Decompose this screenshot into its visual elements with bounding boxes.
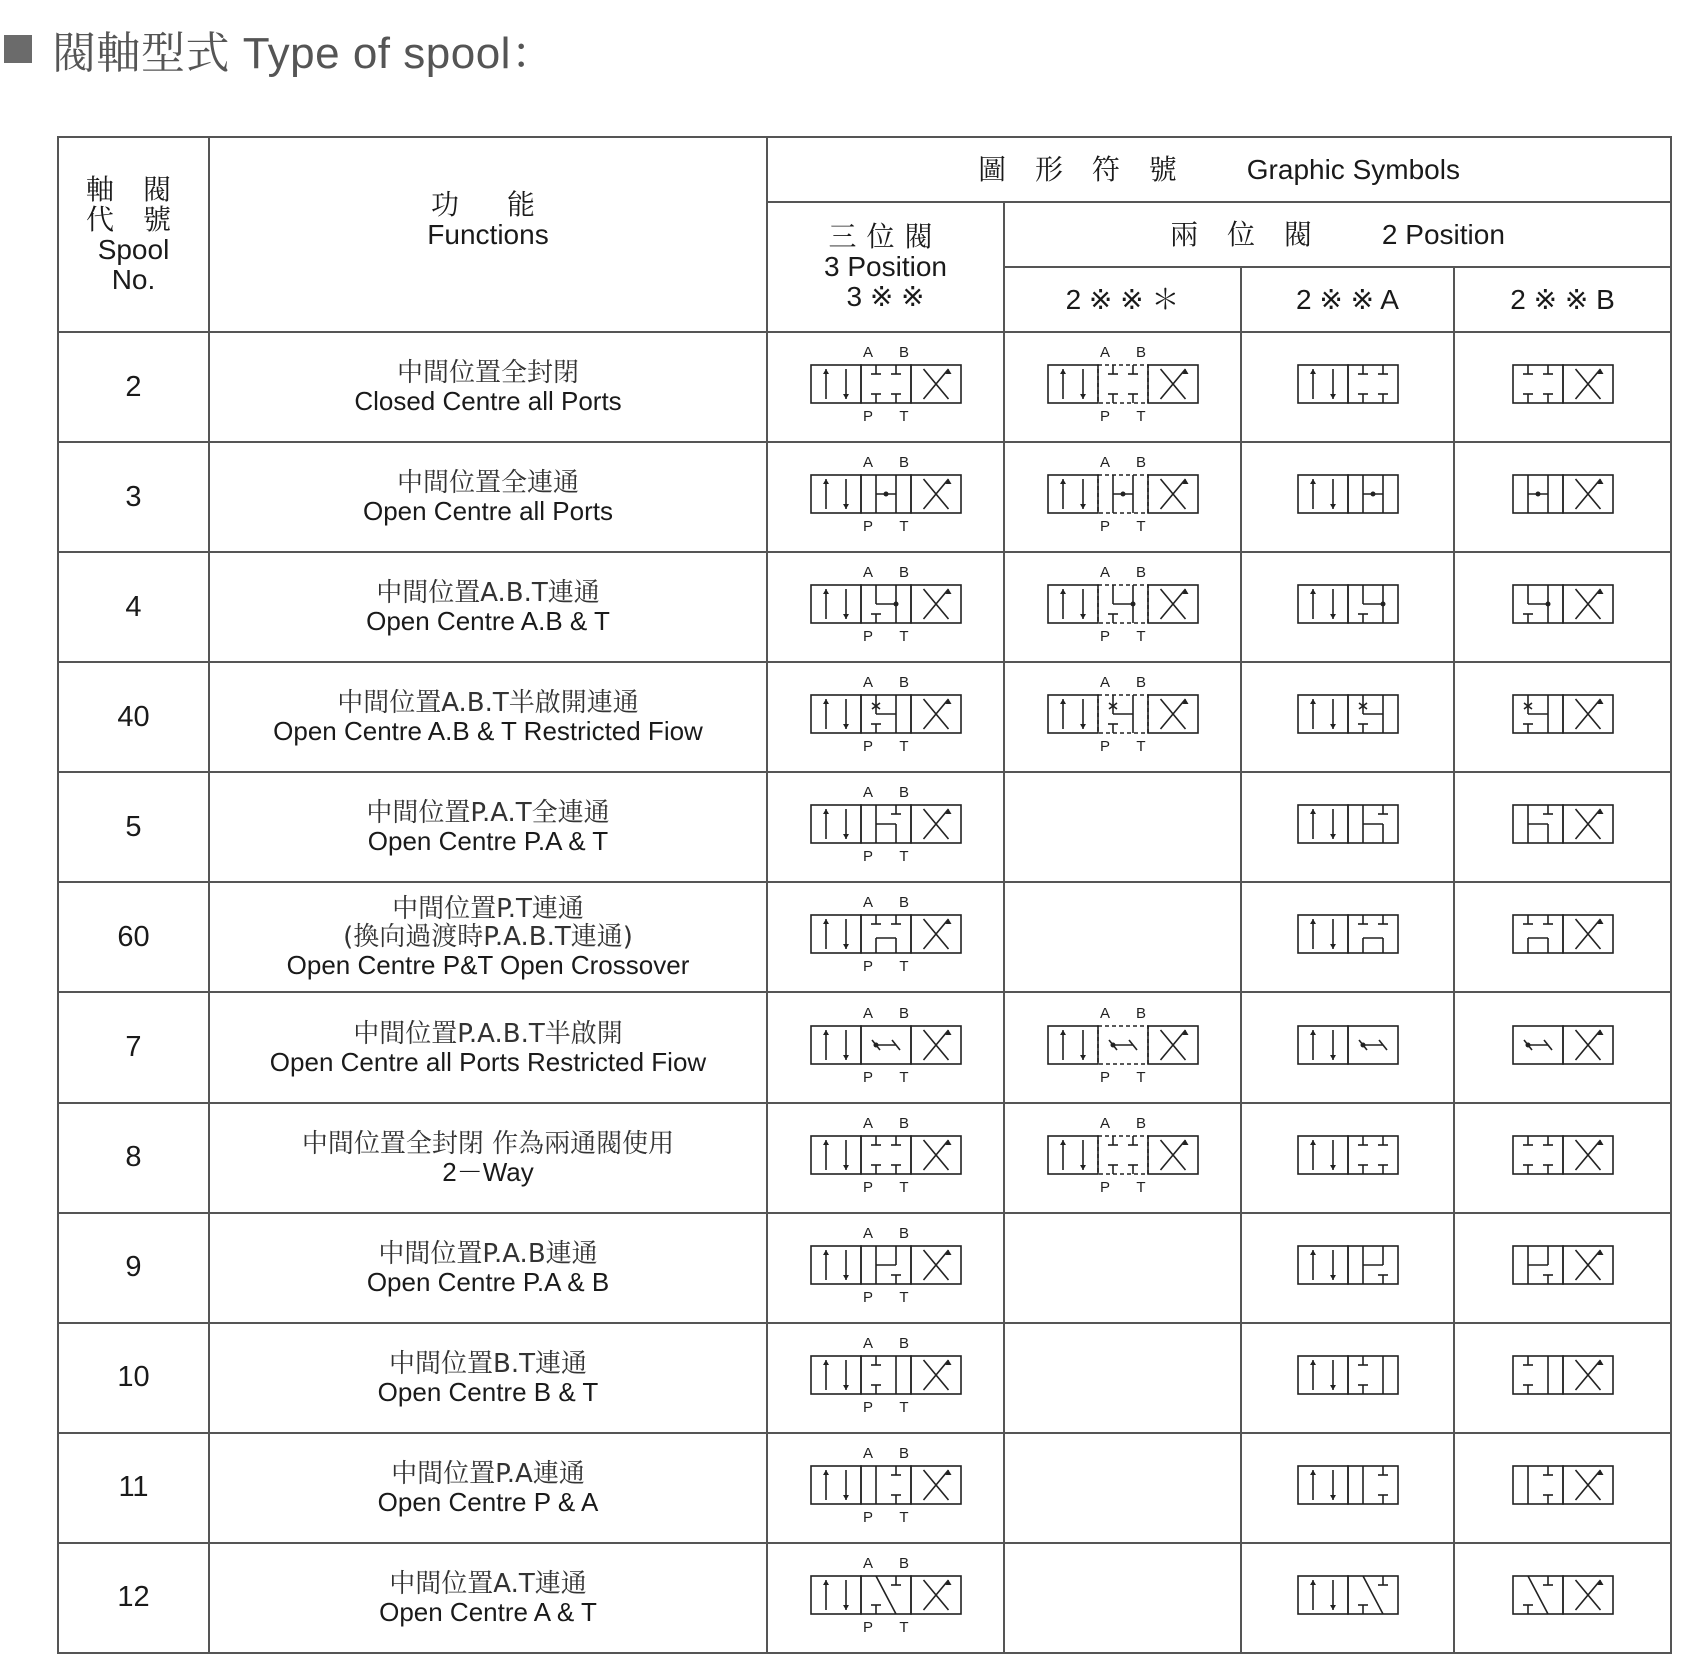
- section-heading: [0, 14, 555, 84]
- symbol-cell-3: [767, 882, 1004, 992]
- svg-text:T: T: [1135, 1068, 1146, 1086]
- symbol-cell-b: [1454, 442, 1671, 552]
- function-line: 中間位置P.A連通: [391, 1458, 585, 1489]
- symbol-cell-3: [767, 332, 1004, 442]
- valve-symbol-icon: [1463, 1332, 1663, 1424]
- header-2xx-star: 2 ※ ※ ＊: [1004, 267, 1241, 332]
- svg-text:P: P: [862, 738, 873, 756]
- table-row: [58, 662, 1671, 772]
- valve-symbol-icon: [1248, 341, 1448, 433]
- function-line: Open Centre A.B & T: [366, 606, 610, 637]
- svg-text:P: P: [1099, 1178, 1110, 1196]
- symbol-cell-a: [1241, 772, 1454, 882]
- svg-text:T: T: [898, 1178, 909, 1196]
- valve-symbol-icon: [786, 1552, 986, 1644]
- valve-symbol-icon: [1463, 341, 1663, 433]
- header-three-position: 三位閥 3 Position 3 ※ ※: [767, 202, 1004, 332]
- header-2xx-b: 2 ※ ※ B: [1454, 267, 1671, 332]
- svg-text:P: P: [1099, 518, 1110, 536]
- spool-number: 2: [58, 332, 209, 442]
- section-title: 閥軸型式 Type of spool：: [52, 29, 556, 78]
- symbol-cell-a: [1241, 1323, 1454, 1433]
- header-graphic-symbols: 圖 形 符 號 Graphic Symbols: [767, 137, 1671, 202]
- function-line: Open Centre P.A & T: [367, 826, 609, 857]
- svg-text:A: A: [1099, 674, 1110, 692]
- symbol-cell-2: [1004, 332, 1241, 442]
- function-line: 中間位置A.B.T連通: [376, 578, 600, 609]
- svg-text:B: B: [898, 454, 909, 472]
- valve-symbol-icon: [786, 1222, 986, 1314]
- table-row: [58, 882, 1671, 992]
- svg-text:P: P: [862, 408, 873, 426]
- svg-text:B: B: [1135, 344, 1146, 362]
- svg-text:B: B: [898, 1224, 909, 1242]
- svg-text:B: B: [898, 894, 909, 912]
- function-description: [209, 992, 767, 1102]
- valve-symbol-icon: [786, 341, 986, 433]
- svg-text:A: A: [862, 784, 873, 802]
- symbol-cell-a: [1241, 332, 1454, 442]
- valve-symbol-icon: [1463, 1112, 1663, 1204]
- svg-text:B: B: [898, 1114, 909, 1132]
- valve-symbol-icon: [786, 671, 986, 763]
- svg-text:A: A: [862, 1444, 873, 1462]
- valve-symbol-icon: [786, 1332, 986, 1424]
- valve-symbol-icon: [1023, 451, 1223, 543]
- symbol-cell-3: [767, 1323, 1004, 1433]
- symbol-cell-3: [767, 992, 1004, 1102]
- svg-text:B: B: [898, 784, 909, 802]
- svg-text:P: P: [862, 1618, 873, 1636]
- valve-symbol-icon: [1463, 561, 1663, 653]
- symbol-cell-a: [1241, 442, 1454, 552]
- function-line: 中間位置P.T連通: [392, 894, 584, 925]
- svg-text:T: T: [1135, 408, 1146, 426]
- svg-text:B: B: [898, 674, 909, 692]
- valve-symbol-icon: [786, 1112, 986, 1204]
- symbol-cell-a: [1241, 1543, 1454, 1653]
- function-line: 中間位置全封閉: [396, 358, 579, 389]
- svg-text:P: P: [862, 628, 873, 646]
- svg-text:P: P: [862, 1068, 873, 1086]
- function-line: 中間位置P.A.T全連通: [366, 798, 610, 829]
- valve-symbol-icon: [1463, 1222, 1663, 1314]
- function-line: Open Centre A.B & T Restricted Fiow: [273, 716, 703, 747]
- symbol-cell-b: [1454, 1543, 1671, 1653]
- symbol-cell-2: [1004, 442, 1241, 552]
- table-row: [58, 1103, 1671, 1213]
- svg-text:P: P: [862, 518, 873, 536]
- valve-symbol-icon: [1023, 1112, 1223, 1204]
- svg-text:T: T: [1135, 1178, 1146, 1196]
- symbol-cell-3: [767, 1213, 1004, 1323]
- symbol-cell-2: [1004, 772, 1241, 882]
- svg-text:A: A: [1099, 564, 1110, 582]
- function-description: [209, 882, 767, 992]
- svg-text:B: B: [1135, 564, 1146, 582]
- function-line: Open Centre A & T: [379, 1596, 597, 1627]
- symbol-cell-3: [767, 772, 1004, 882]
- valve-symbol-icon: [1248, 1112, 1448, 1204]
- table-row: [58, 1433, 1671, 1543]
- svg-text:B: B: [898, 1004, 909, 1022]
- spool-number: 7: [58, 992, 209, 1102]
- svg-text:B: B: [1135, 1114, 1146, 1132]
- function-line: (換向過渡時P.A.B.T連通): [343, 922, 633, 953]
- valve-symbol-icon: [1248, 1442, 1448, 1534]
- spool-number: 12: [58, 1543, 209, 1653]
- function-description: [209, 772, 767, 882]
- bullet-square-icon: [4, 35, 32, 63]
- function-line: 中間位置全封閉 作為兩通閥使用: [301, 1128, 675, 1159]
- header-2xx-a: 2 ※ ※ A: [1241, 267, 1454, 332]
- function-line: 中間位置全連通: [396, 468, 579, 499]
- spool-number: 4: [58, 552, 209, 662]
- function-description: [209, 1213, 767, 1323]
- function-line: Closed Centre all Ports: [354, 386, 622, 417]
- svg-text:A: A: [862, 1004, 873, 1022]
- svg-text:T: T: [898, 848, 909, 866]
- symbol-cell-3: [767, 442, 1004, 552]
- header-functions: 功 能 Functions: [209, 137, 767, 332]
- valve-symbol-icon: [786, 561, 986, 653]
- table-row: [58, 552, 1671, 662]
- svg-text:P: P: [1099, 738, 1110, 756]
- valve-symbol-icon: [1023, 671, 1223, 763]
- symbol-cell-2: [1004, 1433, 1241, 1543]
- svg-text:A: A: [862, 1224, 873, 1242]
- spool-number: 3: [58, 442, 209, 552]
- svg-text:B: B: [1135, 1004, 1146, 1022]
- valve-symbol-icon: [786, 1442, 986, 1534]
- function-line: Open Centre B & T: [377, 1376, 599, 1407]
- symbol-cell-a: [1241, 552, 1454, 662]
- function-line: 中間位置A.B.T半啟開連通: [337, 688, 639, 719]
- table-row: [58, 332, 1671, 442]
- function-line: Open Centre all Ports: [362, 496, 613, 527]
- symbol-cell-b: [1454, 1213, 1671, 1323]
- symbol-cell-a: [1241, 882, 1454, 992]
- svg-text:T: T: [898, 738, 909, 756]
- function-description: [209, 552, 767, 662]
- valve-symbol-icon: [1248, 671, 1448, 763]
- svg-text:A: A: [1099, 344, 1110, 362]
- svg-text:P: P: [862, 1288, 873, 1306]
- symbol-cell-b: [1454, 1433, 1671, 1543]
- svg-text:A: A: [1099, 1004, 1110, 1022]
- valve-symbol-icon: [1248, 781, 1448, 873]
- valve-symbol-icon: [1463, 781, 1663, 873]
- svg-text:A: A: [862, 674, 873, 692]
- symbol-cell-b: [1454, 662, 1671, 772]
- function-line: Open Centre P&T Open Crossover: [286, 950, 690, 981]
- table-row: [58, 772, 1671, 882]
- symbol-cell-b: [1454, 1103, 1671, 1213]
- valve-symbol-icon: [1463, 1552, 1663, 1644]
- function-description: [209, 1543, 767, 1653]
- svg-text:P: P: [1099, 1068, 1110, 1086]
- valve-symbol-icon: [786, 781, 986, 873]
- function-description: [209, 662, 767, 772]
- svg-text:B: B: [898, 1554, 909, 1572]
- function-description: [209, 1103, 767, 1213]
- svg-text:T: T: [1135, 518, 1146, 536]
- spool-number: 40: [58, 662, 209, 772]
- svg-text:B: B: [898, 564, 909, 582]
- svg-text:T: T: [1135, 738, 1146, 756]
- valve-symbol-icon: [1248, 561, 1448, 653]
- valve-symbol-icon: [1248, 1552, 1448, 1644]
- function-description: [209, 332, 767, 442]
- svg-text:A: A: [862, 344, 873, 362]
- svg-text:A: A: [862, 894, 873, 912]
- valve-symbol-icon: [1248, 1222, 1448, 1314]
- function-description: [209, 1433, 767, 1543]
- table-row: [58, 442, 1671, 552]
- svg-text:B: B: [898, 344, 909, 362]
- function-line: 中間位置A.T連通: [389, 1568, 587, 1599]
- valve-symbol-icon: [1248, 891, 1448, 983]
- symbol-cell-a: [1241, 1433, 1454, 1543]
- function-line: Open Centre P & A: [377, 1486, 599, 1517]
- header-two-position: 兩 位 閥 2 Position: [1004, 202, 1671, 267]
- svg-text:B: B: [898, 1444, 909, 1462]
- valve-symbol-icon: [1463, 1442, 1663, 1534]
- spool-number: 9: [58, 1213, 209, 1323]
- symbol-cell-2: [1004, 882, 1241, 992]
- symbol-cell-3: [767, 662, 1004, 772]
- symbol-cell-b: [1454, 992, 1671, 1102]
- valve-symbol-icon: [1023, 341, 1223, 433]
- function-line: Open Centre all Ports Restricted Fiow: [269, 1046, 707, 1077]
- svg-text:T: T: [898, 408, 909, 426]
- valve-symbol-icon: [1248, 1002, 1448, 1094]
- svg-text:T: T: [898, 628, 909, 646]
- symbol-cell-2: [1004, 1103, 1241, 1213]
- valve-symbol-icon: [1463, 671, 1663, 763]
- function-line: 中間位置B.T連通: [389, 1348, 587, 1379]
- table-row: [58, 992, 1671, 1102]
- svg-text:T: T: [898, 958, 909, 976]
- svg-text:A: A: [862, 454, 873, 472]
- valve-symbol-icon: [1248, 1332, 1448, 1424]
- spool-type-table: [57, 136, 1672, 1654]
- svg-text:P: P: [862, 1508, 873, 1526]
- svg-text:B: B: [898, 1334, 909, 1352]
- svg-text:B: B: [1135, 454, 1146, 472]
- spool-number: 60: [58, 882, 209, 992]
- function-description: [209, 1323, 767, 1433]
- symbol-cell-b: [1454, 1323, 1671, 1433]
- svg-text:A: A: [862, 1114, 873, 1132]
- svg-text:P: P: [1099, 408, 1110, 426]
- svg-text:T: T: [898, 1508, 909, 1526]
- symbol-cell-b: [1454, 772, 1671, 882]
- symbol-cell-3: [767, 1433, 1004, 1543]
- symbol-cell-b: [1454, 552, 1671, 662]
- symbol-cell-a: [1241, 992, 1454, 1102]
- symbol-cell-2: [1004, 552, 1241, 662]
- function-line: 中間位置P.A.B連通: [378, 1238, 598, 1269]
- symbol-cell-2: [1004, 1323, 1241, 1433]
- svg-text:T: T: [898, 1068, 909, 1086]
- function-description: [209, 442, 767, 552]
- table-row: [58, 1543, 1671, 1653]
- symbol-cell-a: [1241, 1213, 1454, 1323]
- valve-symbol-icon: [1463, 891, 1663, 983]
- svg-text:A: A: [862, 564, 873, 582]
- svg-text:B: B: [1135, 674, 1146, 692]
- svg-text:A: A: [1099, 1114, 1110, 1132]
- symbol-cell-2: [1004, 662, 1241, 772]
- valve-symbol-icon: [1463, 1002, 1663, 1094]
- symbol-cell-3: [767, 1543, 1004, 1653]
- header-spool-no: 軸 閥 代 號 Spool No.: [58, 137, 209, 332]
- symbol-cell-a: [1241, 1103, 1454, 1213]
- function-line: 中間位置P.A.B.T半啟開: [353, 1018, 623, 1049]
- svg-text:P: P: [862, 1398, 873, 1416]
- symbol-cell-b: [1454, 332, 1671, 442]
- svg-text:A: A: [1099, 454, 1110, 472]
- valve-symbol-icon: [786, 891, 986, 983]
- function-line: 2－Way: [442, 1156, 534, 1187]
- spool-number: 11: [58, 1433, 209, 1543]
- svg-text:A: A: [862, 1334, 873, 1352]
- function-line: Open Centre P.A & B: [366, 1266, 610, 1297]
- valve-symbol-icon: [786, 451, 986, 543]
- spool-number: 10: [58, 1323, 209, 1433]
- spool-number: 8: [58, 1103, 209, 1213]
- valve-symbol-icon: [1023, 561, 1223, 653]
- svg-text:T: T: [1135, 628, 1146, 646]
- symbol-cell-2: [1004, 992, 1241, 1102]
- symbol-cell-b: [1454, 882, 1671, 992]
- svg-text:A: A: [862, 1554, 873, 1572]
- symbol-cell-2: [1004, 1213, 1241, 1323]
- svg-text:P: P: [1099, 628, 1110, 646]
- symbol-cell-2: [1004, 1543, 1241, 1653]
- svg-text:P: P: [862, 848, 873, 866]
- table-row: [58, 1213, 1671, 1323]
- svg-text:T: T: [898, 1288, 909, 1306]
- valve-symbol-icon: [786, 1002, 986, 1094]
- svg-text:P: P: [862, 1178, 873, 1196]
- symbol-cell-3: [767, 552, 1004, 662]
- svg-text:T: T: [898, 518, 909, 536]
- svg-text:T: T: [898, 1398, 909, 1416]
- symbol-cell-a: [1241, 662, 1454, 772]
- valve-symbol-icon: [1023, 1002, 1223, 1094]
- valve-symbol-icon: [1463, 451, 1663, 543]
- table-row: [58, 1323, 1671, 1433]
- valve-symbol-icon: [1248, 451, 1448, 543]
- svg-text:P: P: [862, 958, 873, 976]
- svg-text:T: T: [898, 1618, 909, 1636]
- symbol-cell-3: [767, 1103, 1004, 1213]
- spool-number: 5: [58, 772, 209, 882]
